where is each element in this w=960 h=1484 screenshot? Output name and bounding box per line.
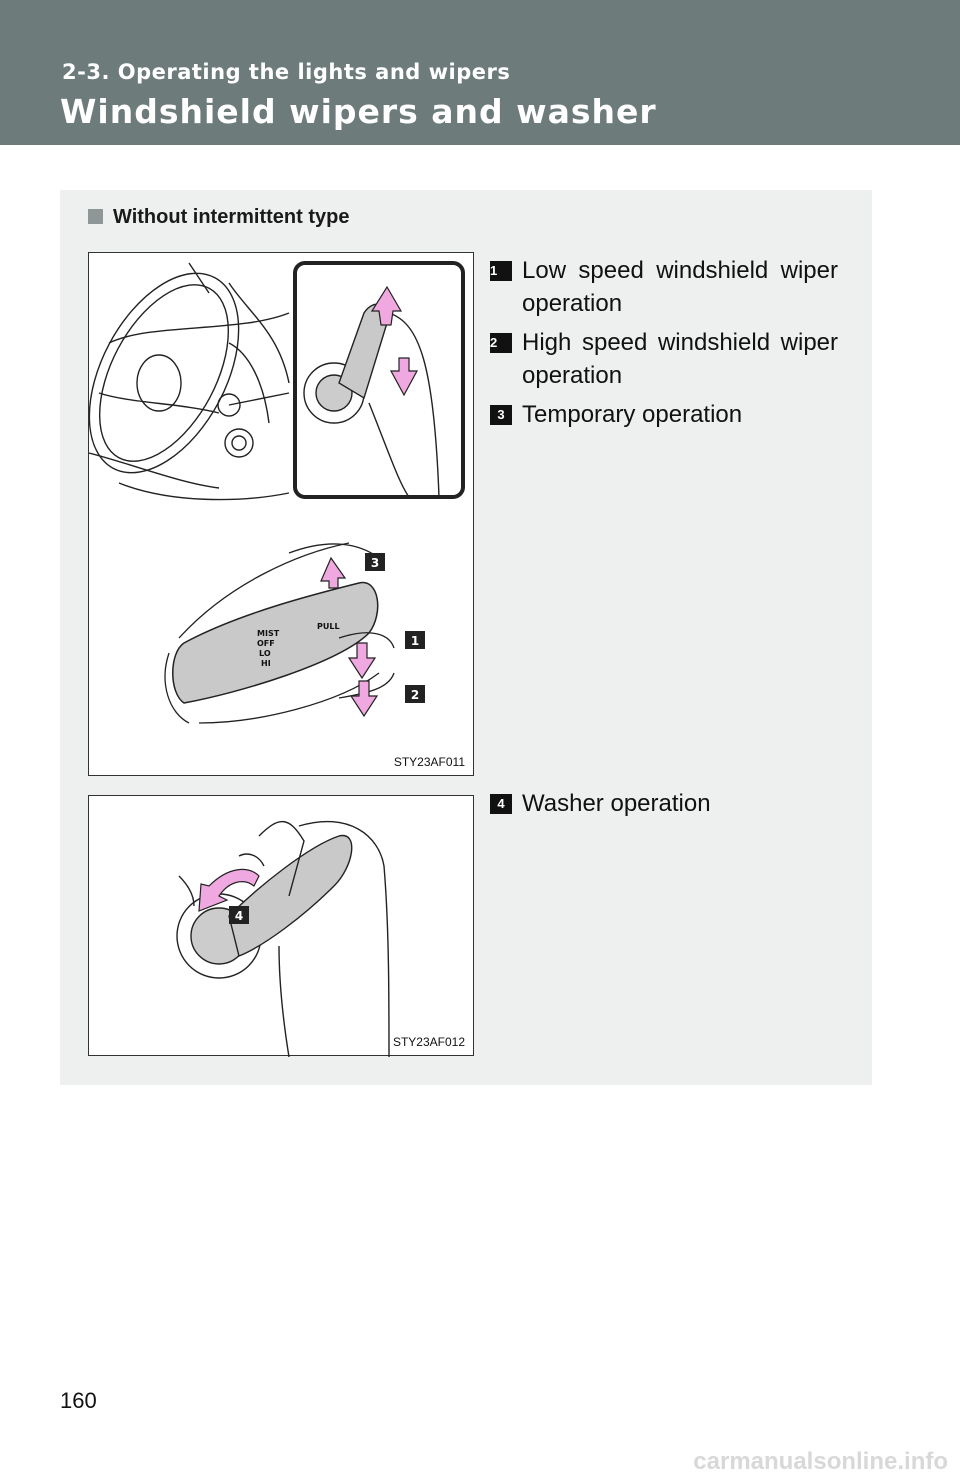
item-number: 1 xyxy=(490,261,512,281)
stalk-label-mist: MIST xyxy=(257,629,280,638)
marker-2: 2 xyxy=(410,688,420,702)
item-text: Temporary operation xyxy=(522,401,743,428)
washer-stalk-drawing xyxy=(89,796,475,1057)
item-number: 2 xyxy=(490,333,512,353)
marker-4: 4 xyxy=(234,909,244,923)
marker-1: 1 xyxy=(410,634,420,648)
wiper-stalk-drawing xyxy=(89,253,475,777)
arrow-low-speed xyxy=(349,643,375,678)
page-number: 160 xyxy=(60,1388,97,1413)
page-title: Windshield wipers and washer xyxy=(60,92,657,131)
arrow-temporary xyxy=(321,558,345,588)
square-bullet-icon xyxy=(88,209,103,224)
item-text: High speed windshield wiper operation xyxy=(522,329,838,389)
washer-illustration xyxy=(88,795,474,1056)
ignition-switch xyxy=(225,429,253,457)
steering-wheel-inner xyxy=(89,264,255,482)
list-item xyxy=(490,398,838,431)
stalk-label-pull: PULL xyxy=(317,622,340,631)
item-number: 3 xyxy=(490,405,512,425)
page-header xyxy=(0,0,960,145)
stalk-label-hi: HI xyxy=(261,659,271,668)
wiper-illustration xyxy=(88,252,474,776)
list-item xyxy=(490,254,838,320)
figure-code: STY23AF012 xyxy=(392,1035,465,1049)
item-number: 4 xyxy=(490,794,512,814)
watermark: carmanualsonline.info xyxy=(693,1448,948,1475)
stalk-label-off: OFF xyxy=(257,639,275,648)
subsection-heading xyxy=(88,206,349,229)
list-item xyxy=(490,326,838,392)
figure-code: STY23AF011 xyxy=(393,755,465,769)
section-title: 2-3. Operating the lights and wipers xyxy=(62,60,511,84)
marker-3: 3 xyxy=(370,556,380,570)
subsection-label: Without intermittent type xyxy=(113,206,350,228)
steering-hub xyxy=(137,355,181,411)
item-text: Low speed windshield wiper operation xyxy=(522,257,838,317)
wiper-stalk xyxy=(173,583,378,703)
stalk-label-lo: LO xyxy=(259,649,271,658)
arrow-high-speed xyxy=(351,681,377,716)
item-text: Washer operation xyxy=(522,790,711,817)
list-item xyxy=(490,787,838,820)
item-list-wipers xyxy=(490,254,838,437)
item-list-washer xyxy=(490,787,838,826)
